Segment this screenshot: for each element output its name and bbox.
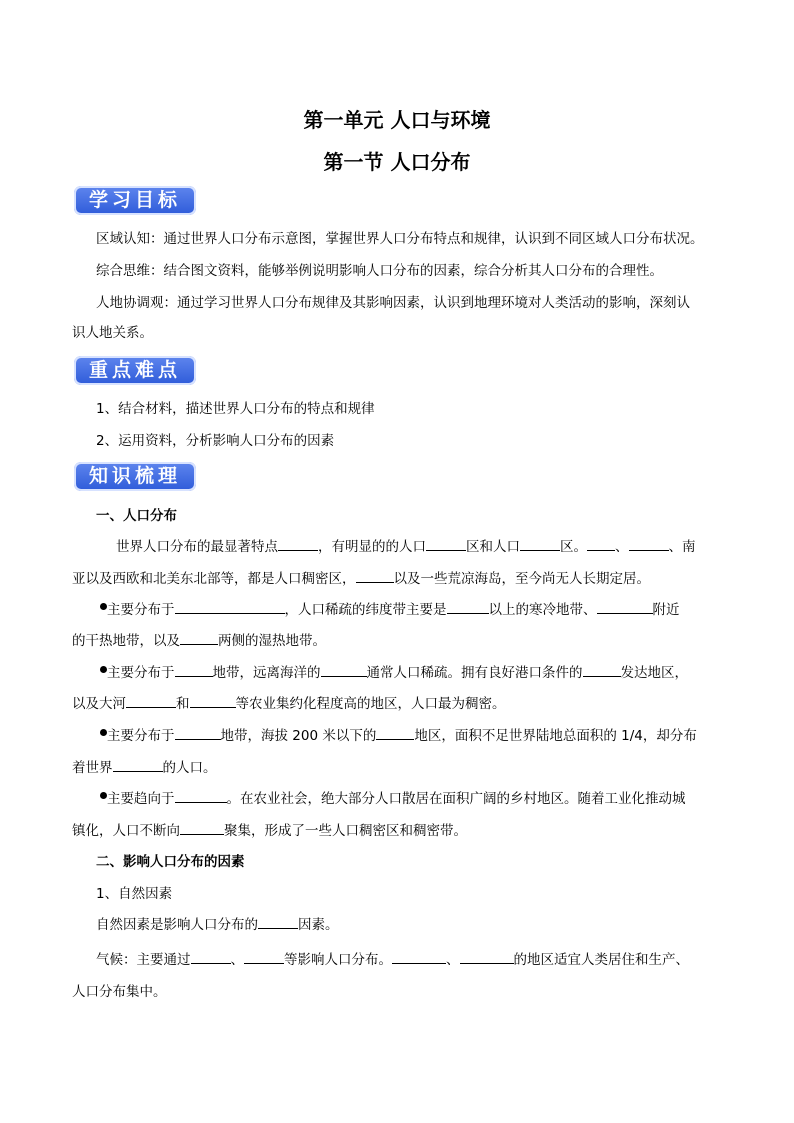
goals-badge: 学习目标 (74, 186, 196, 215)
text-segment: ，人口稀疏的纬度带主要是 (284, 602, 447, 618)
knowledge-badge: 知识梳理 (74, 462, 196, 491)
body-text: 人口分布集中。 (72, 984, 167, 1000)
text-segment: 区。 (560, 539, 587, 555)
bullet-icon (100, 729, 107, 736)
answer-blank[interactable] (126, 695, 176, 708)
answer-blank[interactable] (175, 790, 227, 803)
text-segment: 着世界 (72, 760, 113, 776)
text-segment: 世界人口分布的最显著特点 (116, 539, 278, 555)
text-segment: 聚集，形成了一些人口稠密区和稠密带。 (224, 823, 467, 839)
fill-in-line (116, 538, 696, 556)
text-segment: 以及一些荒凉海岛，至今尚无人长期定居。 (393, 571, 650, 587)
text-segment: 因素。 (298, 917, 339, 933)
answer-blank[interactable] (113, 759, 163, 772)
fill-in-line (100, 601, 680, 619)
text-segment: 镇化，人口不断向 (72, 823, 180, 839)
fill-in-line (72, 695, 506, 713)
text-segment: 通常人口稀疏。拥有良好港口条件的 (366, 665, 583, 681)
fill-in-line (100, 727, 697, 745)
answer-blank[interactable] (175, 601, 285, 614)
answer-blank[interactable] (278, 538, 318, 551)
text-segment: 等农业集约化程度高的地区，人口最为稠密。 (235, 696, 506, 712)
text-segment: 、 (446, 952, 460, 968)
fill-in-line (100, 790, 686, 808)
text-segment: 亚以及西欧和北美东北部等，都是人口稠密区， (72, 571, 356, 587)
text-segment: 两侧的湿热地带。 (218, 633, 326, 649)
text-segment: 、南 (668, 539, 696, 555)
answer-blank[interactable] (175, 664, 213, 677)
unit-title: 第一单元 人口与环境 (303, 108, 491, 132)
bullet-icon (100, 792, 107, 799)
bullet-icon (100, 603, 107, 610)
text-segment: 、 (230, 952, 244, 968)
answer-blank[interactable] (376, 727, 414, 740)
text-segment: ，有明显的的人口 (318, 539, 426, 555)
answer-blank[interactable] (190, 695, 236, 708)
fill-in-line (72, 632, 326, 650)
goal-text: 人地协调观：通过学习世界人口分布规律及其影响因素，认识到地理环境对人类活动的影响，深刻认 (96, 295, 690, 311)
text-segment: 附近 (652, 602, 680, 618)
fill-in-line (100, 664, 688, 682)
answer-blank[interactable] (587, 538, 615, 551)
goal-text: 识人地关系。 (72, 325, 153, 341)
goal-text: 综合思维：结合图文资料，能够举例说明影响人口分布的因素，综合分析其人口分布的合理性。 (96, 263, 663, 279)
subheading-natural-factors: 1、自然因素 (96, 886, 173, 902)
goal-text: 区域认知：通过世界人口分布示意图，掌握世界人口分布特点和规律，认识到不同区域人口分布状况。 (96, 231, 704, 247)
answer-blank[interactable] (597, 601, 653, 614)
text-segment: 主要分布于 (107, 665, 175, 681)
text-segment: 和 (176, 696, 190, 712)
bullet-icon (100, 666, 107, 673)
answer-blank[interactable] (356, 570, 394, 583)
fill-in-line (72, 822, 467, 840)
text-segment: 以及大河 (72, 696, 126, 712)
text-segment: 发达地区， (620, 665, 688, 681)
text-segment: 主要趋向于 (107, 791, 175, 807)
answer-blank[interactable] (180, 632, 218, 645)
answer-blank[interactable] (321, 664, 367, 677)
text-segment: 等影响人口分布。 (284, 952, 392, 968)
fill-in-line (96, 916, 339, 934)
text-segment: 地区，面积不足世界陆地总面积的 1/4，却分布 (414, 728, 697, 744)
answer-blank[interactable] (447, 601, 489, 614)
answer-blank[interactable] (583, 664, 621, 677)
answer-blank[interactable] (460, 951, 514, 964)
heading-factors: 二、影响人口分布的因素 (96, 854, 245, 870)
answer-blank[interactable] (520, 538, 560, 551)
answer-blank[interactable] (180, 822, 224, 835)
text-segment: 气候：主要通过 (96, 952, 191, 968)
text-segment: 的干热地带，以及 (72, 633, 180, 649)
answer-blank[interactable] (258, 916, 298, 929)
text-segment: 以上的寒冷地带、 (488, 602, 597, 618)
key-point: 1、结合材料，描述世界人口分布的特点和规律 (96, 401, 375, 417)
answer-blank[interactable] (629, 538, 669, 551)
text-segment: 。在农业社会，绝大部分人口散居在面积广阔的乡村地区。随着工业化推动城 (226, 791, 686, 807)
text-segment: 主要分布于 (107, 602, 175, 618)
text-segment: 地带，远离海洋的 (212, 665, 321, 681)
text-segment: 自然因素是影响人口分布的 (96, 917, 258, 933)
text-segment: 的人口。 (162, 760, 217, 776)
answer-blank[interactable] (426, 538, 466, 551)
text-segment: 主要分布于 (107, 728, 175, 744)
answer-blank[interactable] (244, 951, 284, 964)
heading-population-distribution: 一、人口分布 (96, 508, 177, 524)
fill-in-line (96, 951, 689, 969)
section-title: 第一节 人口分布 (323, 150, 471, 174)
answer-blank[interactable] (175, 727, 221, 740)
fill-in-line (72, 759, 217, 777)
answer-blank[interactable] (392, 951, 446, 964)
text-segment: 的地区适宜人类居住和生产、 (513, 952, 689, 968)
text-segment: 区和人口 (466, 539, 520, 555)
text-segment: 地带，海拔 200 米以下的 (220, 728, 377, 744)
fill-in-line (72, 570, 650, 588)
key-points-badge: 重点难点 (74, 356, 196, 385)
text-segment: 、 (615, 539, 629, 555)
key-point: 2、运用资料，分析影响人口分布的因素 (96, 433, 335, 449)
answer-blank[interactable] (191, 951, 231, 964)
